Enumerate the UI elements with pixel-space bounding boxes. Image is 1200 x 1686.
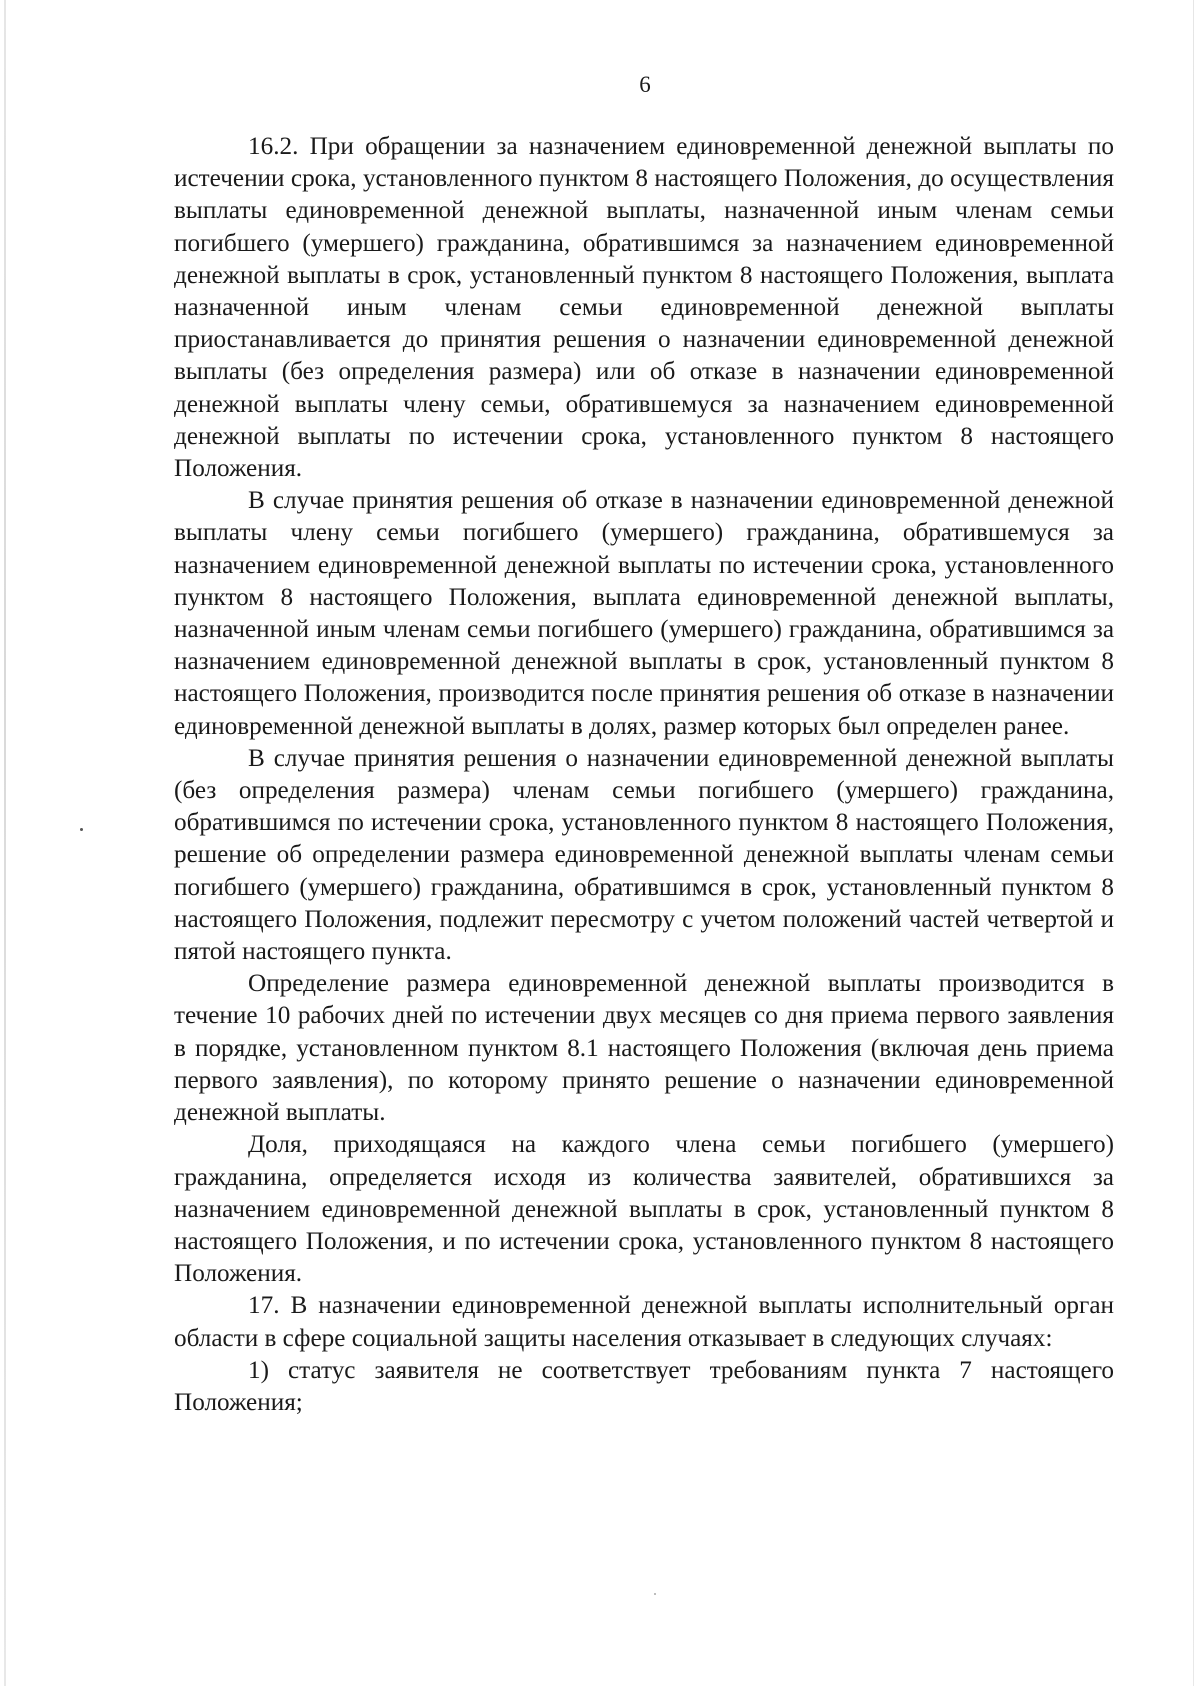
scan-edge-left [4, 0, 6, 1686]
scan-speck-bottom [654, 1593, 656, 1595]
page-number: 6 [639, 72, 651, 97]
paragraph-size-determination: Определение размера единовременной денежной выплаты производится в течение 10 рабочих дней по истечении двух месяцев со дня приема первого заявления в порядке, установленном пунктом 8.1 настоящего Положения (включая день приема первого заявления), по которому принято решение о назначении единовременной денежной выплаты. [174, 970, 1114, 1127]
scan-speck [80, 828, 83, 831]
paragraph-17-item-1: 1) статус заявителя не соответствует требованиям пункта 7 настоящего Положения; [174, 1356, 1114, 1416]
paragraph-share-calculation: Доля, приходящаяся на каждого члена семьи погибшего (умершего) гражданина, определяется исходя из количества заявителей, обратившихся за назначением единовременной денежной выплаты в срок, установленный пунктом 8 настоящего Положения, и по истечении срока, установленного пунктом 8 настоящего Положения. [174, 1131, 1114, 1288]
document-body [174, 131, 1114, 1419]
paragraph-17: 17. В назначении единовременной денежной выплаты исполнительный орган области в сфере социальной защиты населения отказывает в следующих случаях: [174, 1292, 1114, 1352]
paragraph-refusal-case: В случае принятия решения об отказе в назначении единовременной денежной выплаты члену семьи погибшего (умершего) гражданина, обратившемуся за назначением единовременной денежной выплаты по истечении срока, установленного пунктом 8 настоящего Положения, выплата единовременной денежной выплаты, назначенной иным членам семьи погибшего (умершего) гражданина, обратившимся за назначением единовременной денежной выплаты в срок, установленный пунктом 8 настоящего Положения, производится после принятия решения об отказе в назначении единовременной денежной выплаты в долях, размер которых был определен ранее. [174, 487, 1114, 740]
paragraph-assignment-case: В случае принятия решения о назначении единовременной денежной выплаты (без определения размера) членам семьи погибшего (умершего) гражданина, обратившимся по истечении срока, установленного пунктом 8 настоящего Положения, решение об определении размера единовременной денежной выплаты членам семьи погибшего (умершего) гражданина, обратившимся в срок, установленный пунктом 8 настоящего Положения, подлежит пересмотру с учетом положений частей четвертой и пятой настоящего пункта. [174, 744, 1114, 966]
scan-edge-right [1193, 0, 1194, 1686]
paragraph-16-2: 16.2. При обращении за назначением единовременной денежной выплаты по истечении срока, установленного пунктом 8 настоящего Положения, до осуществления выплаты единовременной денежной выплаты, назначенной иным членам семьи погибшего (умершего) гражданина, обратившимся за назначением единовременной денежной выплаты в срок, установленный пунктом 8 настоящего Положения, выплата назначенной иным членам семьи единовременной денежной выплаты приостанавливается до принятия решения о назначении единовременной денежной выплаты (без определения размера) или об отказе в назначении единовременной денежной выплаты члену семьи, обратившемуся за назначением единовременной денежной выплаты по истечении срока, установленного пунктом 8 настоящего Положения. [174, 133, 1114, 483]
